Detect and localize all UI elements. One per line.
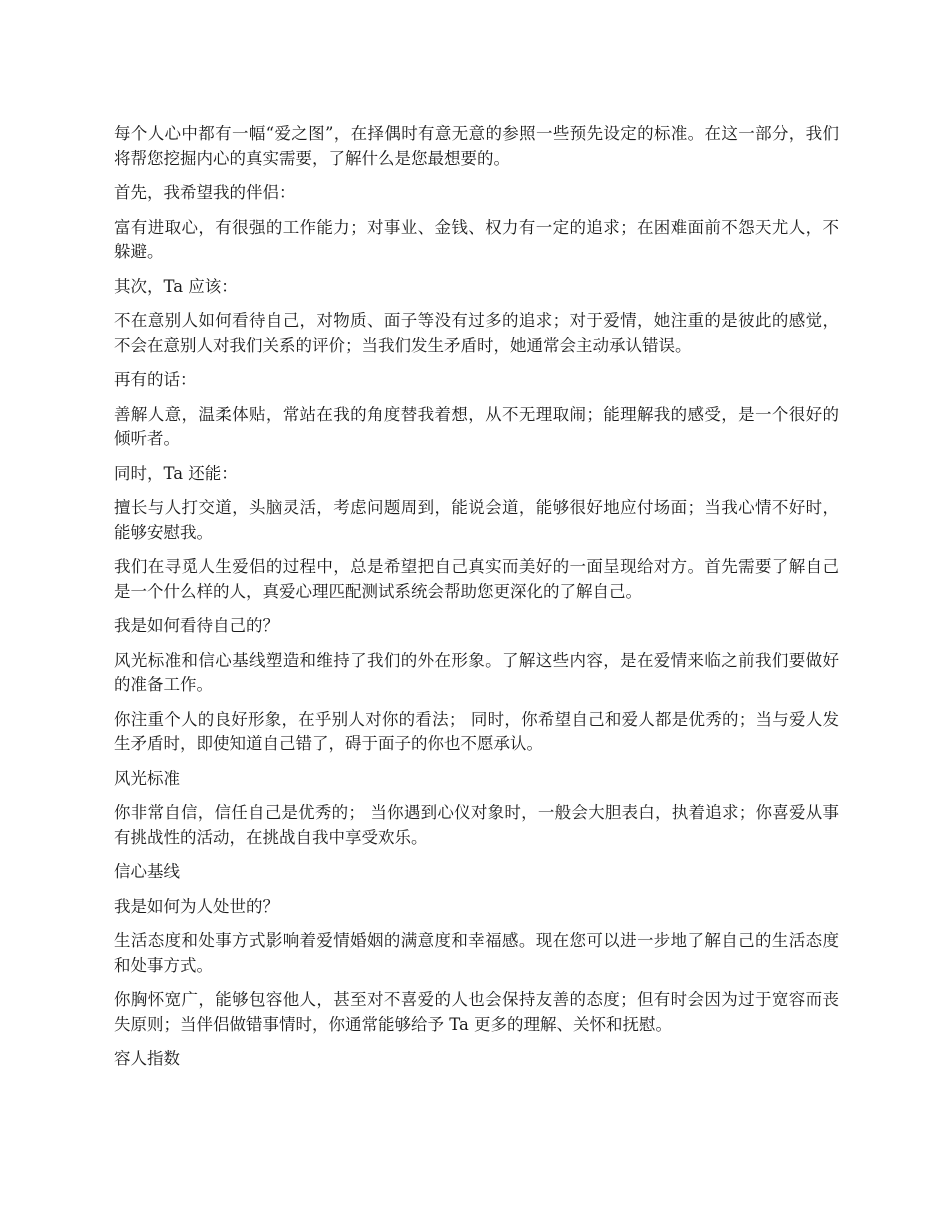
heading-conduct: 我是如何为人处世的？ (114, 896, 279, 916)
heading-first: 首先，我希望我的伴侣： (114, 183, 296, 202)
document-body (114, 122, 839, 1082)
paragraph-third: 善解人意，温柔体贴，常站在我的角度替我着想，从不无理取闹；能理解我的感受，是一个很好的倾听者。 (114, 404, 839, 448)
paragraph-first: 富有进取心，有很强的工作能力；对事业、金钱、权力有一定的追求；在困难面前不怨天尤人，不躲避。 (114, 217, 839, 261)
paragraph-image: 你注重个人的良好形象，在乎别人对你的看法； 同时，你希望自己和爱人都是优秀的；当与爱人发生矛盾时，即使知道自己错了，碍于面子的你也不愿承认。 (114, 709, 839, 753)
paragraph-fourth: 擅长与人打交道，头脑灵活，考虑问题周到，能说会道，能够很好地应付场面；当我心情不好时，能够安慰我。 (114, 498, 839, 542)
heading-fourth: 同时，Ta 还能： (114, 463, 238, 483)
paragraph-self-intro: 我们在寻觅人生爱侣的过程中，总是希望把自己真实而美好的一面呈现给对方。首先需要了解自己是一个什么样的人，真爱心理匹配测试系统会帮助您更深化的了解自己。 (114, 557, 839, 601)
paragraph-tolerance: 你胸怀宽广，能够包容他人，甚至对不喜爱的人也会保持友善的态度；但有时会因为过于宽容而丧失原则；当伴侣做错事情时，你通常能够给予 Ta 更多的理解、关怀和抚慰。 (114, 990, 839, 1034)
label-image-standard: 风光标准 (114, 768, 180, 788)
paragraph-conduct: 生活态度和处事方式影响着爱情婚姻的满意度和幸福感。现在您可以进一步地了解自己的生活态度和处事方式。 (114, 931, 839, 975)
paragraph-intro: 每个人心中都有一幅“爱之图”，在择偶时有意无意的参照一些预先设定的标准。在这一部分，我们将帮您挖掘内心的真实需要，了解什么是您最想要的。 (114, 124, 839, 168)
paragraph-self-view: 风光标准和信心基线塑造和维持了我们的外在形象。了解这些内容，是在爱情来临之前我们要做好的准备工作。 (114, 650, 839, 694)
heading-third: 再有的话： (114, 370, 197, 389)
heading-self-view: 我是如何看待自己的？ (114, 616, 279, 635)
label-tolerance-index: 容人指数 (114, 1049, 180, 1068)
paragraph-second: 不在意别人如何看待自己，对物质、面子等没有过多的追求；对于爱情，她注重的是彼此的感觉，不会在意别人对我们关系的评价；当我们发生矛盾时，她通常会主动承认错误。 (114, 311, 839, 355)
label-confidence-baseline: 信心基线 (114, 862, 180, 881)
heading-second: 其次，Ta 应该： (114, 276, 238, 296)
paragraph-confidence: 你非常自信，信任自己是优秀的； 当你遇到心仪对象时，一般会大胆表白，执着追求；你喜爱从事有挑战性的活动，在挑战自我中享受欢乐。 (114, 803, 839, 847)
